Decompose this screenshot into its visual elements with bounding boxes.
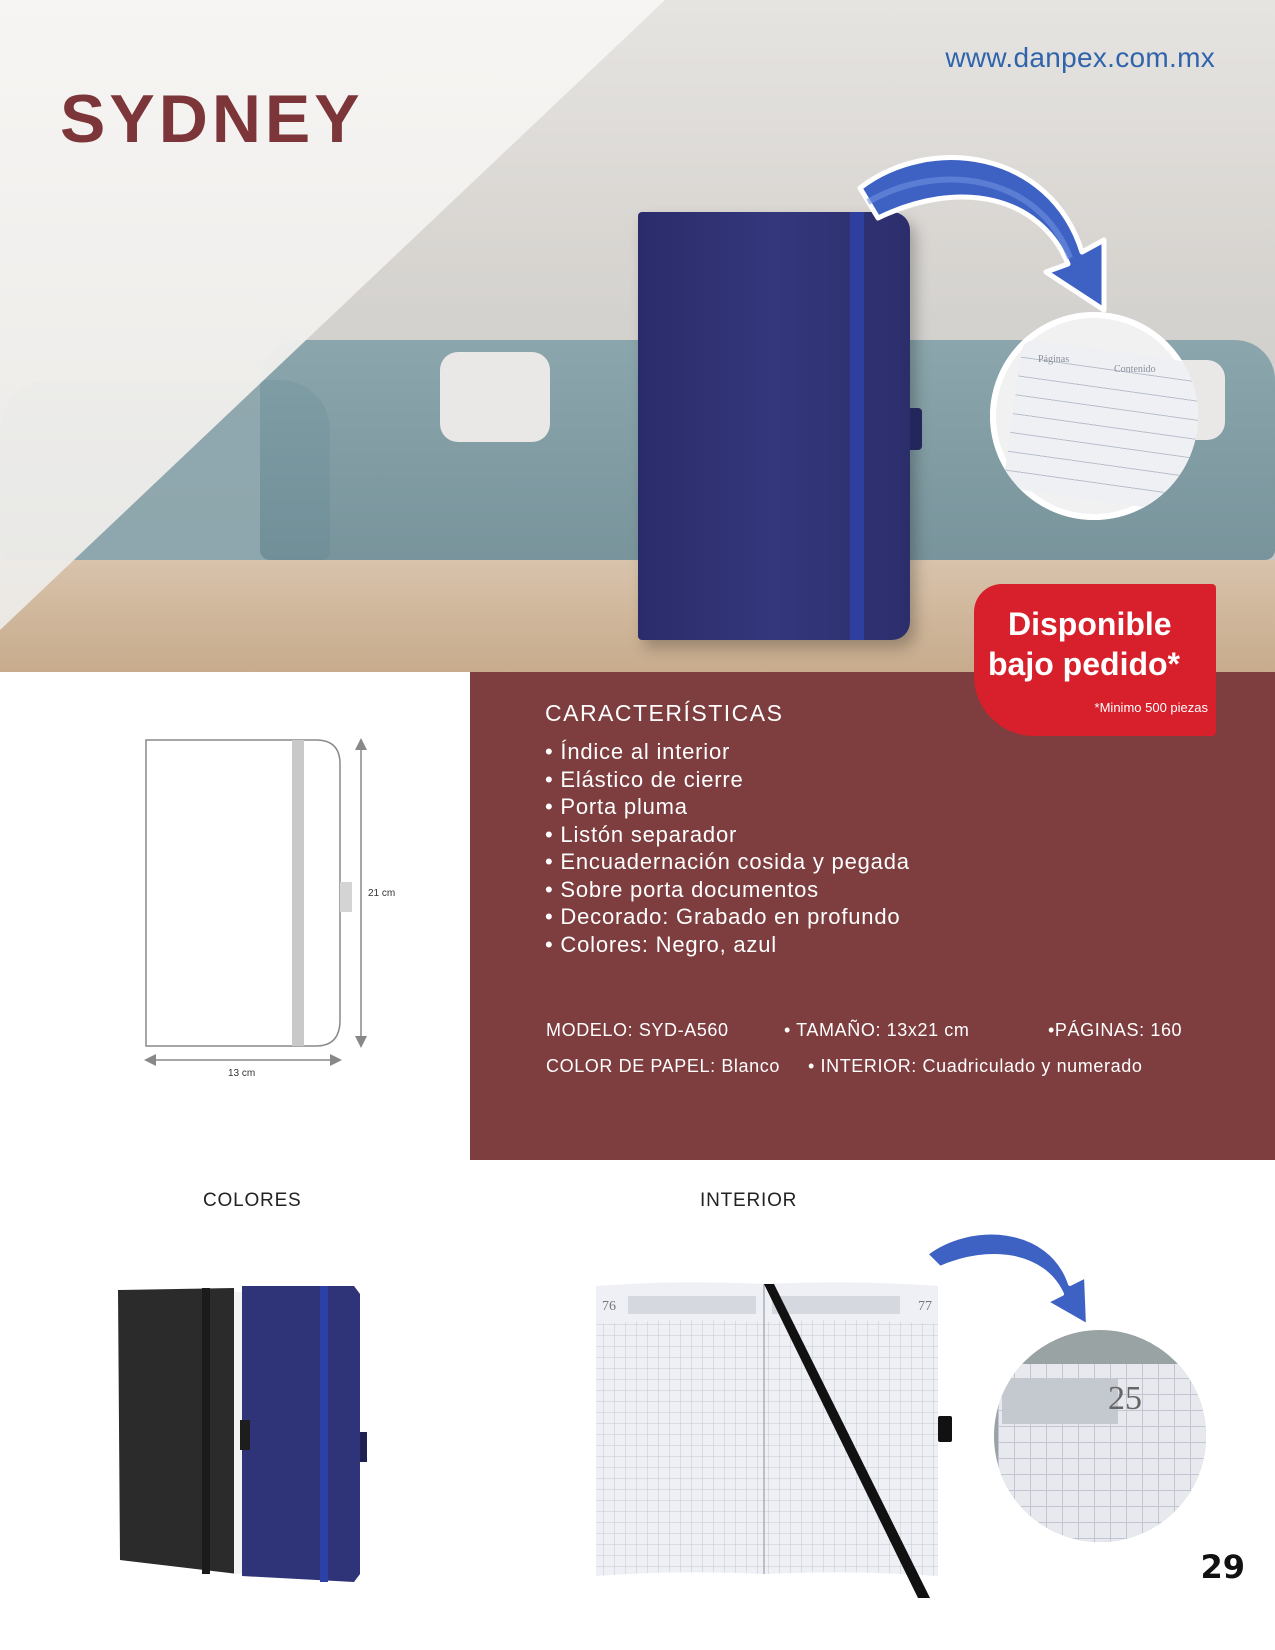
interior-right-page-number: 77 [918, 1299, 932, 1314]
page-number: 29 [1200, 1548, 1245, 1586]
features-heading: CARACTERÍSTICAS [545, 700, 784, 726]
grid-zoom-circle [994, 1330, 1206, 1542]
grid-header-bar [1002, 1378, 1118, 1424]
width-label: 13 cm [228, 1068, 256, 1079]
badge-line2: bajo pedido* [988, 646, 1180, 682]
feature-item: • Elástico de cierre [545, 766, 910, 794]
dimension-diagram [140, 730, 400, 1080]
feature-item: • Encuadernación cosida y pegada [545, 848, 910, 876]
spec-tamano: • TAMAÑO: 13x21 cm [784, 1020, 970, 1040]
product-title: SYDNEY [60, 81, 364, 157]
index-zoom-circle [990, 312, 1198, 520]
pen-loop [910, 408, 922, 450]
index-col-contenido: Contenido [1114, 364, 1156, 375]
arrow-icon [920, 1218, 1110, 1328]
spec-paginas: •PÁGINAS: 160 [1048, 1020, 1183, 1040]
pillow [440, 352, 550, 442]
website-link[interactable]: www.danpex.com.mx [945, 42, 1215, 73]
index-col-paginas: Páginas [1038, 354, 1070, 365]
arrow-icon [850, 140, 1140, 320]
colores-heading: COLORES [203, 1190, 302, 1211]
interior-left-page-number: 76 [602, 1299, 616, 1314]
interior-open-notebook-image [592, 1280, 960, 1602]
availability-badge [974, 584, 1216, 736]
features-list [545, 738, 910, 958]
spec-color-papel: COLOR DE PAPEL: Blanco [546, 1056, 780, 1076]
feature-item: • Porta pluma [545, 793, 910, 821]
spec-interior: • INTERIOR: Cuadriculado y numerado [808, 1056, 1143, 1076]
feature-item: • Sobre porta documentos [545, 876, 910, 904]
feature-item: • Colores: Negro, azul [545, 931, 910, 959]
badge-line1: Disponible [1008, 606, 1172, 642]
color-variants-image [110, 1282, 370, 1582]
feature-item: • Listón separador [545, 821, 910, 849]
notebook-outline-icon [140, 730, 400, 1080]
feature-item: • Índice al interior [545, 738, 910, 766]
spec-modelo: MODELO: SYD-A560 [546, 1020, 729, 1040]
spec-panel [470, 672, 1275, 1160]
feature-item: • Decorado: Grabado en profundo [545, 903, 910, 931]
zoom-page-number: 25 [1108, 1380, 1142, 1417]
index-page [1003, 339, 1198, 515]
height-label: 21 cm [368, 888, 396, 899]
interior-heading: INTERIOR [700, 1190, 798, 1211]
badge-note: *Minimo 500 piezas [1094, 700, 1208, 715]
